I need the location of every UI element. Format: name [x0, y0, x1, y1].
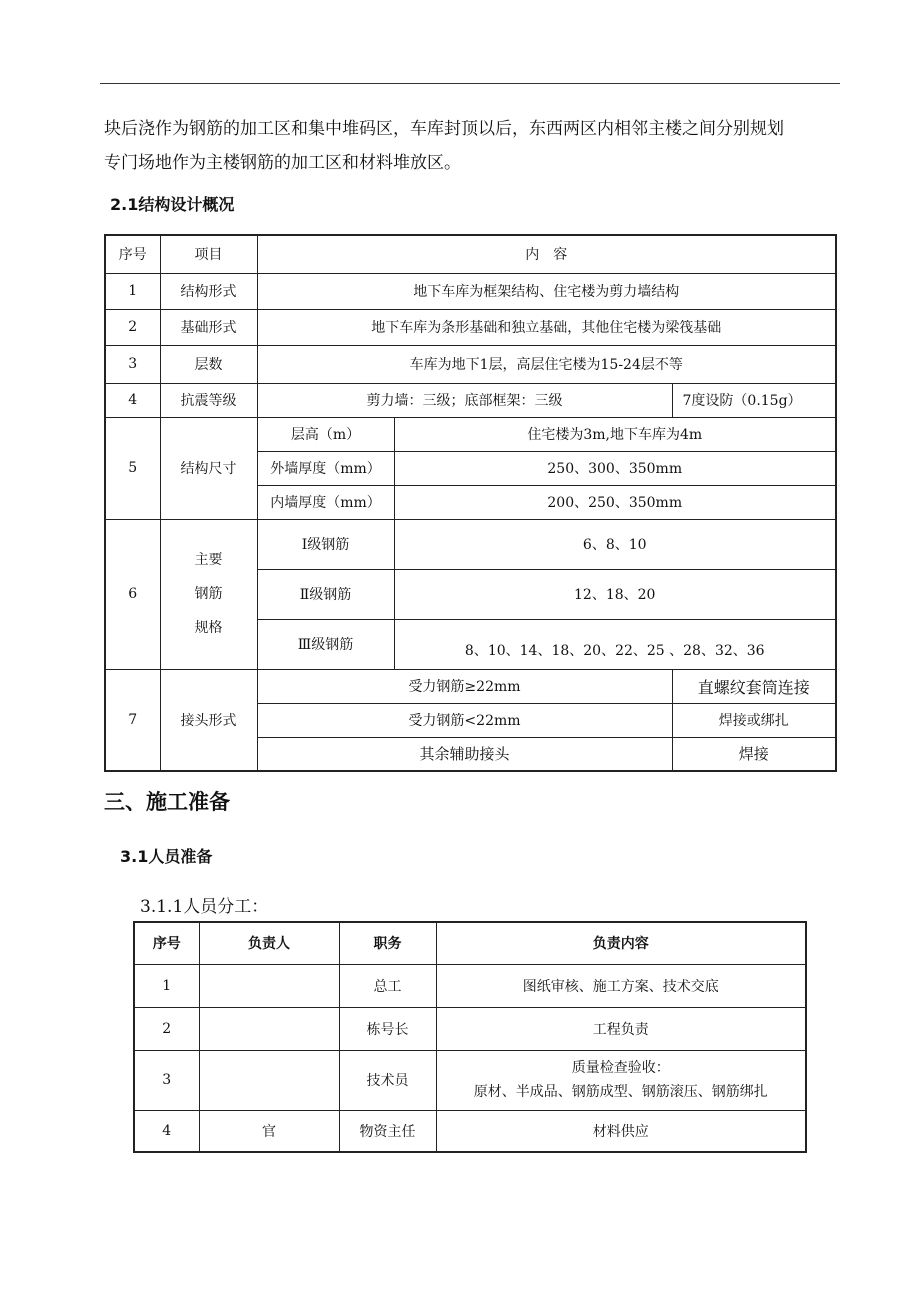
- row-no: 6: [105, 519, 160, 669]
- header-content: 内 容: [257, 235, 836, 273]
- table-row: [134, 964, 806, 1007]
- sub-label: 层高（m）: [257, 417, 394, 451]
- row-no: 5: [105, 417, 160, 519]
- row-item: 层数: [160, 345, 257, 383]
- table-row: [105, 309, 836, 345]
- structure-overview-table: [104, 234, 837, 772]
- row-content-seismic: 剪力墙：三级；底部框架：三级: [257, 383, 672, 417]
- row-item: 接头形式: [160, 669, 257, 771]
- sub-label: 其余辅助接头: [257, 737, 672, 771]
- row-person: [199, 1050, 339, 1110]
- table-header-row: [105, 235, 836, 273]
- item-line-1: 主要: [194, 552, 223, 568]
- sub-value: 住宅楼为3m,地下车库为4m: [394, 417, 836, 451]
- sub-label: Ⅲ级钢筋: [257, 619, 394, 669]
- section-3-heading: 三、施工准备: [104, 790, 230, 814]
- row-no: 3: [105, 345, 160, 383]
- sub-value: 250、300、350mm: [394, 451, 836, 485]
- row-role: 栋号长: [339, 1007, 436, 1050]
- header-no: 序号: [105, 235, 160, 273]
- row-no: 2: [105, 309, 160, 345]
- row-content: 地下车库为条形基础和独立基础，其他住宅楼为梁筏基础: [257, 309, 836, 345]
- row-duty: [436, 1050, 806, 1110]
- sub-label: 内墙厚度（mm）: [257, 485, 394, 519]
- row-no: 4: [134, 1110, 199, 1152]
- row-item: 结构尺寸: [160, 417, 257, 519]
- row-no: 7: [105, 669, 160, 771]
- sub-label: 外墙厚度（mm）: [257, 451, 394, 485]
- sub-value: 8、10、14、18、20、22、25 、28、32、36: [394, 619, 836, 669]
- row-no: 1: [105, 273, 160, 309]
- personnel-table: [133, 921, 807, 1153]
- sub-label: 受力钢筋≥22mm: [257, 669, 672, 703]
- duty-line-2: 原材、半成品、钢筋成型、钢筋滚压、钢筋绑扎: [473, 1084, 768, 1100]
- table-row: [105, 519, 836, 569]
- intro-line-2: 专门场地作为主楼钢筋的加工区和材料堆放区。: [104, 153, 461, 173]
- intro-line-1: 块后浇作为钢筋的加工区和集中堆码区，车库封顶以后，东西两区内相邻主楼之间分别规划: [104, 119, 784, 139]
- header-duty: 负责内容: [436, 922, 806, 964]
- sub-label: 受力钢筋<22mm: [257, 703, 672, 737]
- header-person: 负责人: [199, 922, 339, 964]
- row-no: 4: [105, 383, 160, 417]
- table-row: [134, 1110, 806, 1152]
- row-duty: 工程负责: [436, 1007, 806, 1050]
- row-role: 技术员: [339, 1050, 436, 1110]
- row-item: 结构形式: [160, 273, 257, 309]
- row-person: [199, 1007, 339, 1050]
- sub-label: Ⅱ级钢筋: [257, 569, 394, 619]
- header-rule: [100, 83, 840, 84]
- table-header-row: [134, 922, 806, 964]
- table-row: [105, 417, 836, 451]
- row-no: 2: [134, 1007, 199, 1050]
- sub-label: Ⅰ级钢筋: [257, 519, 394, 569]
- row-item: 抗震等级: [160, 383, 257, 417]
- item-line-3: 规格: [194, 620, 223, 636]
- sub-value: 6、8、10: [394, 519, 836, 569]
- row-no: 3: [134, 1050, 199, 1110]
- row-role: 物资主任: [339, 1110, 436, 1152]
- table-row: [105, 669, 836, 703]
- table-row: [134, 1007, 806, 1050]
- duty-line-1: 质量检查验收：: [571, 1060, 670, 1076]
- header-item: 项目: [160, 235, 257, 273]
- section-3-1-1-heading: 3.1.1人员分工：: [140, 897, 269, 917]
- section-2-1-heading: 2.1结构设计概况: [110, 195, 235, 214]
- table-row: [105, 345, 836, 383]
- item-line-2: 钢筋: [194, 586, 223, 602]
- sub-value: 直螺纹套筒连接: [672, 669, 836, 703]
- row-item: [160, 519, 257, 669]
- sub-value: 焊接: [672, 737, 836, 771]
- row-duty: 图纸审核、施工方案、技术交底: [436, 964, 806, 1007]
- intro-paragraph: [104, 112, 844, 180]
- row-person: 官: [199, 1110, 339, 1152]
- row-no: 1: [134, 964, 199, 1007]
- sub-value: 200、250、350mm: [394, 485, 836, 519]
- row-role: 总工: [339, 964, 436, 1007]
- row-person: [199, 964, 339, 1007]
- table-row: [105, 383, 836, 417]
- header-no: 序号: [134, 922, 199, 964]
- section-3-1-heading: 3.1人员准备: [120, 847, 213, 866]
- row-content-fortification: 7度设防（0.15g）: [672, 383, 836, 417]
- row-content: 地下车库为框架结构、住宅楼为剪力墙结构: [257, 273, 836, 309]
- header-role: 职务: [339, 922, 436, 964]
- table-row: [105, 273, 836, 309]
- row-duty: 材料供应: [436, 1110, 806, 1152]
- sub-value: 12、18、20: [394, 569, 836, 619]
- table-row: [134, 1050, 806, 1110]
- row-item: 基础形式: [160, 309, 257, 345]
- sub-value: 焊接或绑扎: [672, 703, 836, 737]
- row-content: 车库为地下1层，高层住宅楼为15-24层不等: [257, 345, 836, 383]
